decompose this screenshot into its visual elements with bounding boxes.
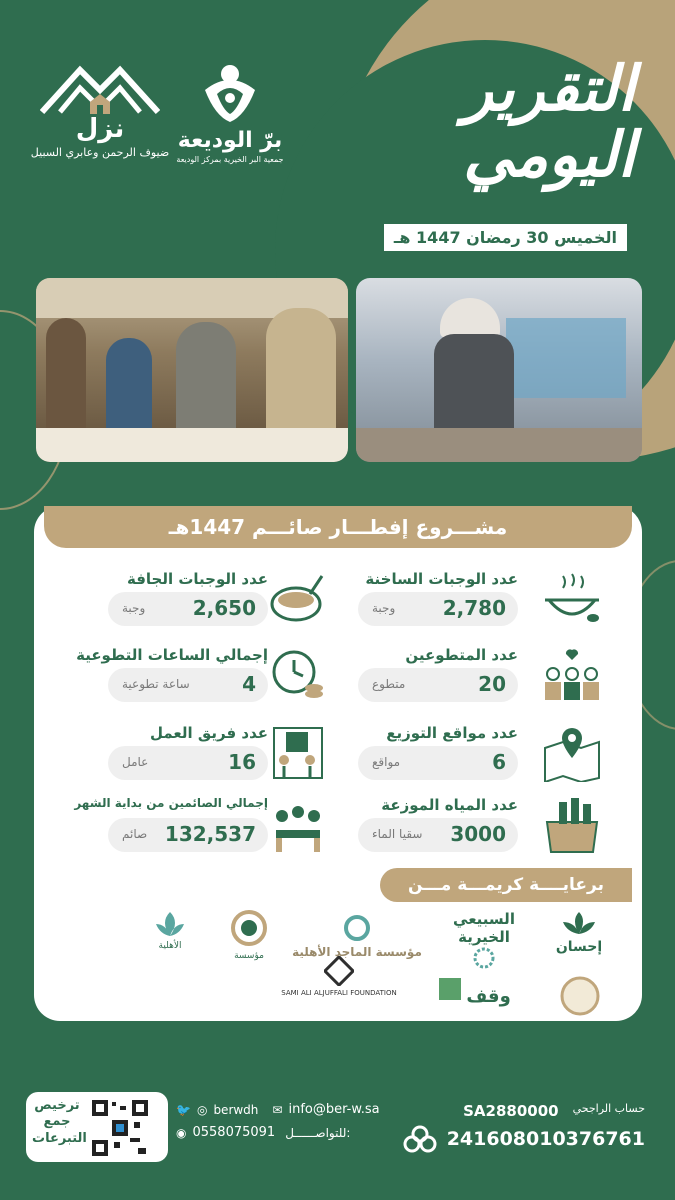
sponsor-alsubaie: السبيعي الخيرية bbox=[434, 910, 534, 973]
leaf-logo-icon bbox=[150, 910, 190, 938]
nuzul-logo bbox=[30, 62, 170, 172]
stat-label: عدد فريق العمل bbox=[149, 724, 268, 742]
house-mountains-icon bbox=[40, 62, 160, 118]
iban-prefix: SA2880000 bbox=[463, 1102, 559, 1120]
stats-panel bbox=[34, 506, 642, 1021]
stat-work-team bbox=[8, 724, 268, 784]
circle-emblem-icon bbox=[557, 976, 603, 1016]
hot-meal-icon bbox=[539, 570, 605, 628]
almajed-logo-icon bbox=[343, 914, 371, 942]
sponsor-aljuffali: SAMI ALI ALJUFFALI FOUNDATION bbox=[274, 956, 404, 997]
stat-value: 20 bbox=[478, 672, 506, 696]
bank-name: حساب الراجحي bbox=[572, 1102, 645, 1115]
email-icon: ✉ bbox=[272, 1102, 283, 1117]
stat-volunteer-hours bbox=[8, 646, 268, 706]
stat-pill bbox=[358, 592, 518, 626]
water-box-icon bbox=[539, 796, 605, 854]
birr-emblem-icon bbox=[195, 60, 265, 126]
stat-value: 4 bbox=[242, 672, 256, 696]
stat-pill bbox=[358, 818, 518, 852]
stat-label: عدد الوجبات الساخنة bbox=[365, 570, 518, 588]
stat-unit: وجبة bbox=[372, 601, 396, 615]
footer bbox=[0, 1088, 675, 1200]
whatsapp-icon[interactable]: ◉ bbox=[176, 1125, 187, 1140]
sponsor-circle-emblem bbox=[554, 976, 606, 1016]
license-label: ترخيص جمع التبرعات bbox=[32, 1098, 87, 1146]
photo-iftar-meal bbox=[36, 278, 348, 462]
stat-pill bbox=[358, 668, 518, 702]
stat-pill bbox=[108, 746, 268, 780]
stat-value: 132,537 bbox=[164, 822, 256, 846]
sponsor-foundation-2: مؤسسة bbox=[214, 908, 284, 961]
sponsor-waqf: وقف bbox=[414, 976, 534, 1007]
stat-label: إجمالي الساعات التطوعية bbox=[76, 646, 268, 664]
clock-hours-icon bbox=[270, 646, 326, 704]
birr-alwadiah-logo bbox=[170, 60, 290, 180]
dry-meal-icon bbox=[270, 570, 326, 628]
title-line-2: اليومي bbox=[463, 118, 635, 191]
phone-number[interactable]: 0558075091 bbox=[192, 1125, 276, 1140]
instagram-icon[interactable]: ◎ bbox=[196, 1102, 208, 1117]
report-title bbox=[375, 52, 635, 191]
volunteers-icon bbox=[539, 646, 605, 704]
stat-label: عدد الوجبات الجافة bbox=[126, 570, 268, 588]
project-title-bar bbox=[44, 506, 632, 548]
team-puzzle-icon bbox=[270, 724, 326, 782]
stat-pill bbox=[358, 746, 518, 780]
stat-dry-meals bbox=[8, 570, 268, 630]
stat-unit: وجبة bbox=[122, 601, 146, 615]
stat-pill bbox=[108, 818, 268, 852]
qr-code-icon[interactable] bbox=[90, 1098, 150, 1158]
contact-info bbox=[176, 1102, 380, 1140]
nuzul-tagline: ضيوف الرحمن وعابري السبيل bbox=[30, 146, 170, 159]
alrajhi-bank-icon bbox=[401, 1124, 439, 1154]
stat-label: عدد المتطوعين bbox=[405, 646, 518, 664]
stat-value: 6 bbox=[492, 750, 506, 774]
nuzul-name: نزل bbox=[75, 114, 125, 144]
stat-total-fasting bbox=[8, 796, 268, 856]
aljuffali-logo-icon bbox=[324, 956, 354, 986]
fasting-people-icon bbox=[270, 796, 326, 854]
stat-unit: متطوع bbox=[372, 677, 406, 691]
sponsor-foundation-3: الأهلية bbox=[130, 910, 210, 951]
stat-value: 16 bbox=[228, 750, 256, 774]
sponsors-title: برعايــــة كريمـــة مـــن bbox=[380, 868, 632, 902]
stat-label: عدد المياه الموزعة bbox=[381, 796, 518, 814]
stat-label: إجمالي الصائمين من بداية الشهر bbox=[74, 796, 268, 810]
report-date: الخميس 30 رمضان 1447 هـ bbox=[384, 224, 627, 251]
stat-unit: سقيا الماء bbox=[372, 827, 423, 841]
photo-volunteer bbox=[356, 278, 642, 462]
project-title: مشـــروع إفطـــار صائـــم 1447هـ bbox=[168, 515, 508, 539]
palm-icon bbox=[437, 976, 463, 1002]
contact-label: للتواصــــــل: bbox=[285, 1125, 351, 1140]
sponsor-ihsan: إحسان bbox=[544, 910, 614, 955]
stat-unit: مواقع bbox=[372, 755, 401, 769]
bank-info bbox=[401, 1102, 645, 1154]
sponsor-almajed: مؤسسة الماجد الأهلية bbox=[292, 914, 422, 959]
birr-tagline: جمعية البر الخيرية بمركز الوديعة bbox=[176, 155, 284, 164]
sunburst-icon bbox=[469, 946, 499, 970]
birr-name: برّ الوديعة bbox=[177, 128, 283, 153]
twitter-icon[interactable]: 🐦 bbox=[176, 1102, 191, 1117]
ihsan-logo-icon bbox=[559, 910, 599, 936]
social-handle[interactable]: berwdh bbox=[213, 1102, 259, 1117]
map-location-icon bbox=[539, 724, 605, 782]
stat-unit: ساعة تطوعية bbox=[122, 677, 190, 691]
stat-value: 2,650 bbox=[192, 596, 256, 620]
title-line-1: التقرير bbox=[463, 52, 635, 125]
stat-pill bbox=[108, 668, 268, 702]
stat-pill bbox=[108, 592, 268, 626]
stat-value: 2,780 bbox=[442, 596, 506, 620]
stat-value: 3000 bbox=[450, 822, 506, 846]
stat-unit: صائم bbox=[122, 827, 148, 841]
foundation-emblem-icon bbox=[227, 908, 271, 948]
stat-unit: عامل bbox=[122, 755, 149, 769]
email-address[interactable]: info@ber-w.sa bbox=[288, 1102, 380, 1117]
stat-label: عدد مواقع التوزيع bbox=[386, 724, 518, 742]
account-number[interactable]: 241608010376761 bbox=[446, 1128, 645, 1150]
license-qr-box[interactable] bbox=[26, 1092, 168, 1162]
